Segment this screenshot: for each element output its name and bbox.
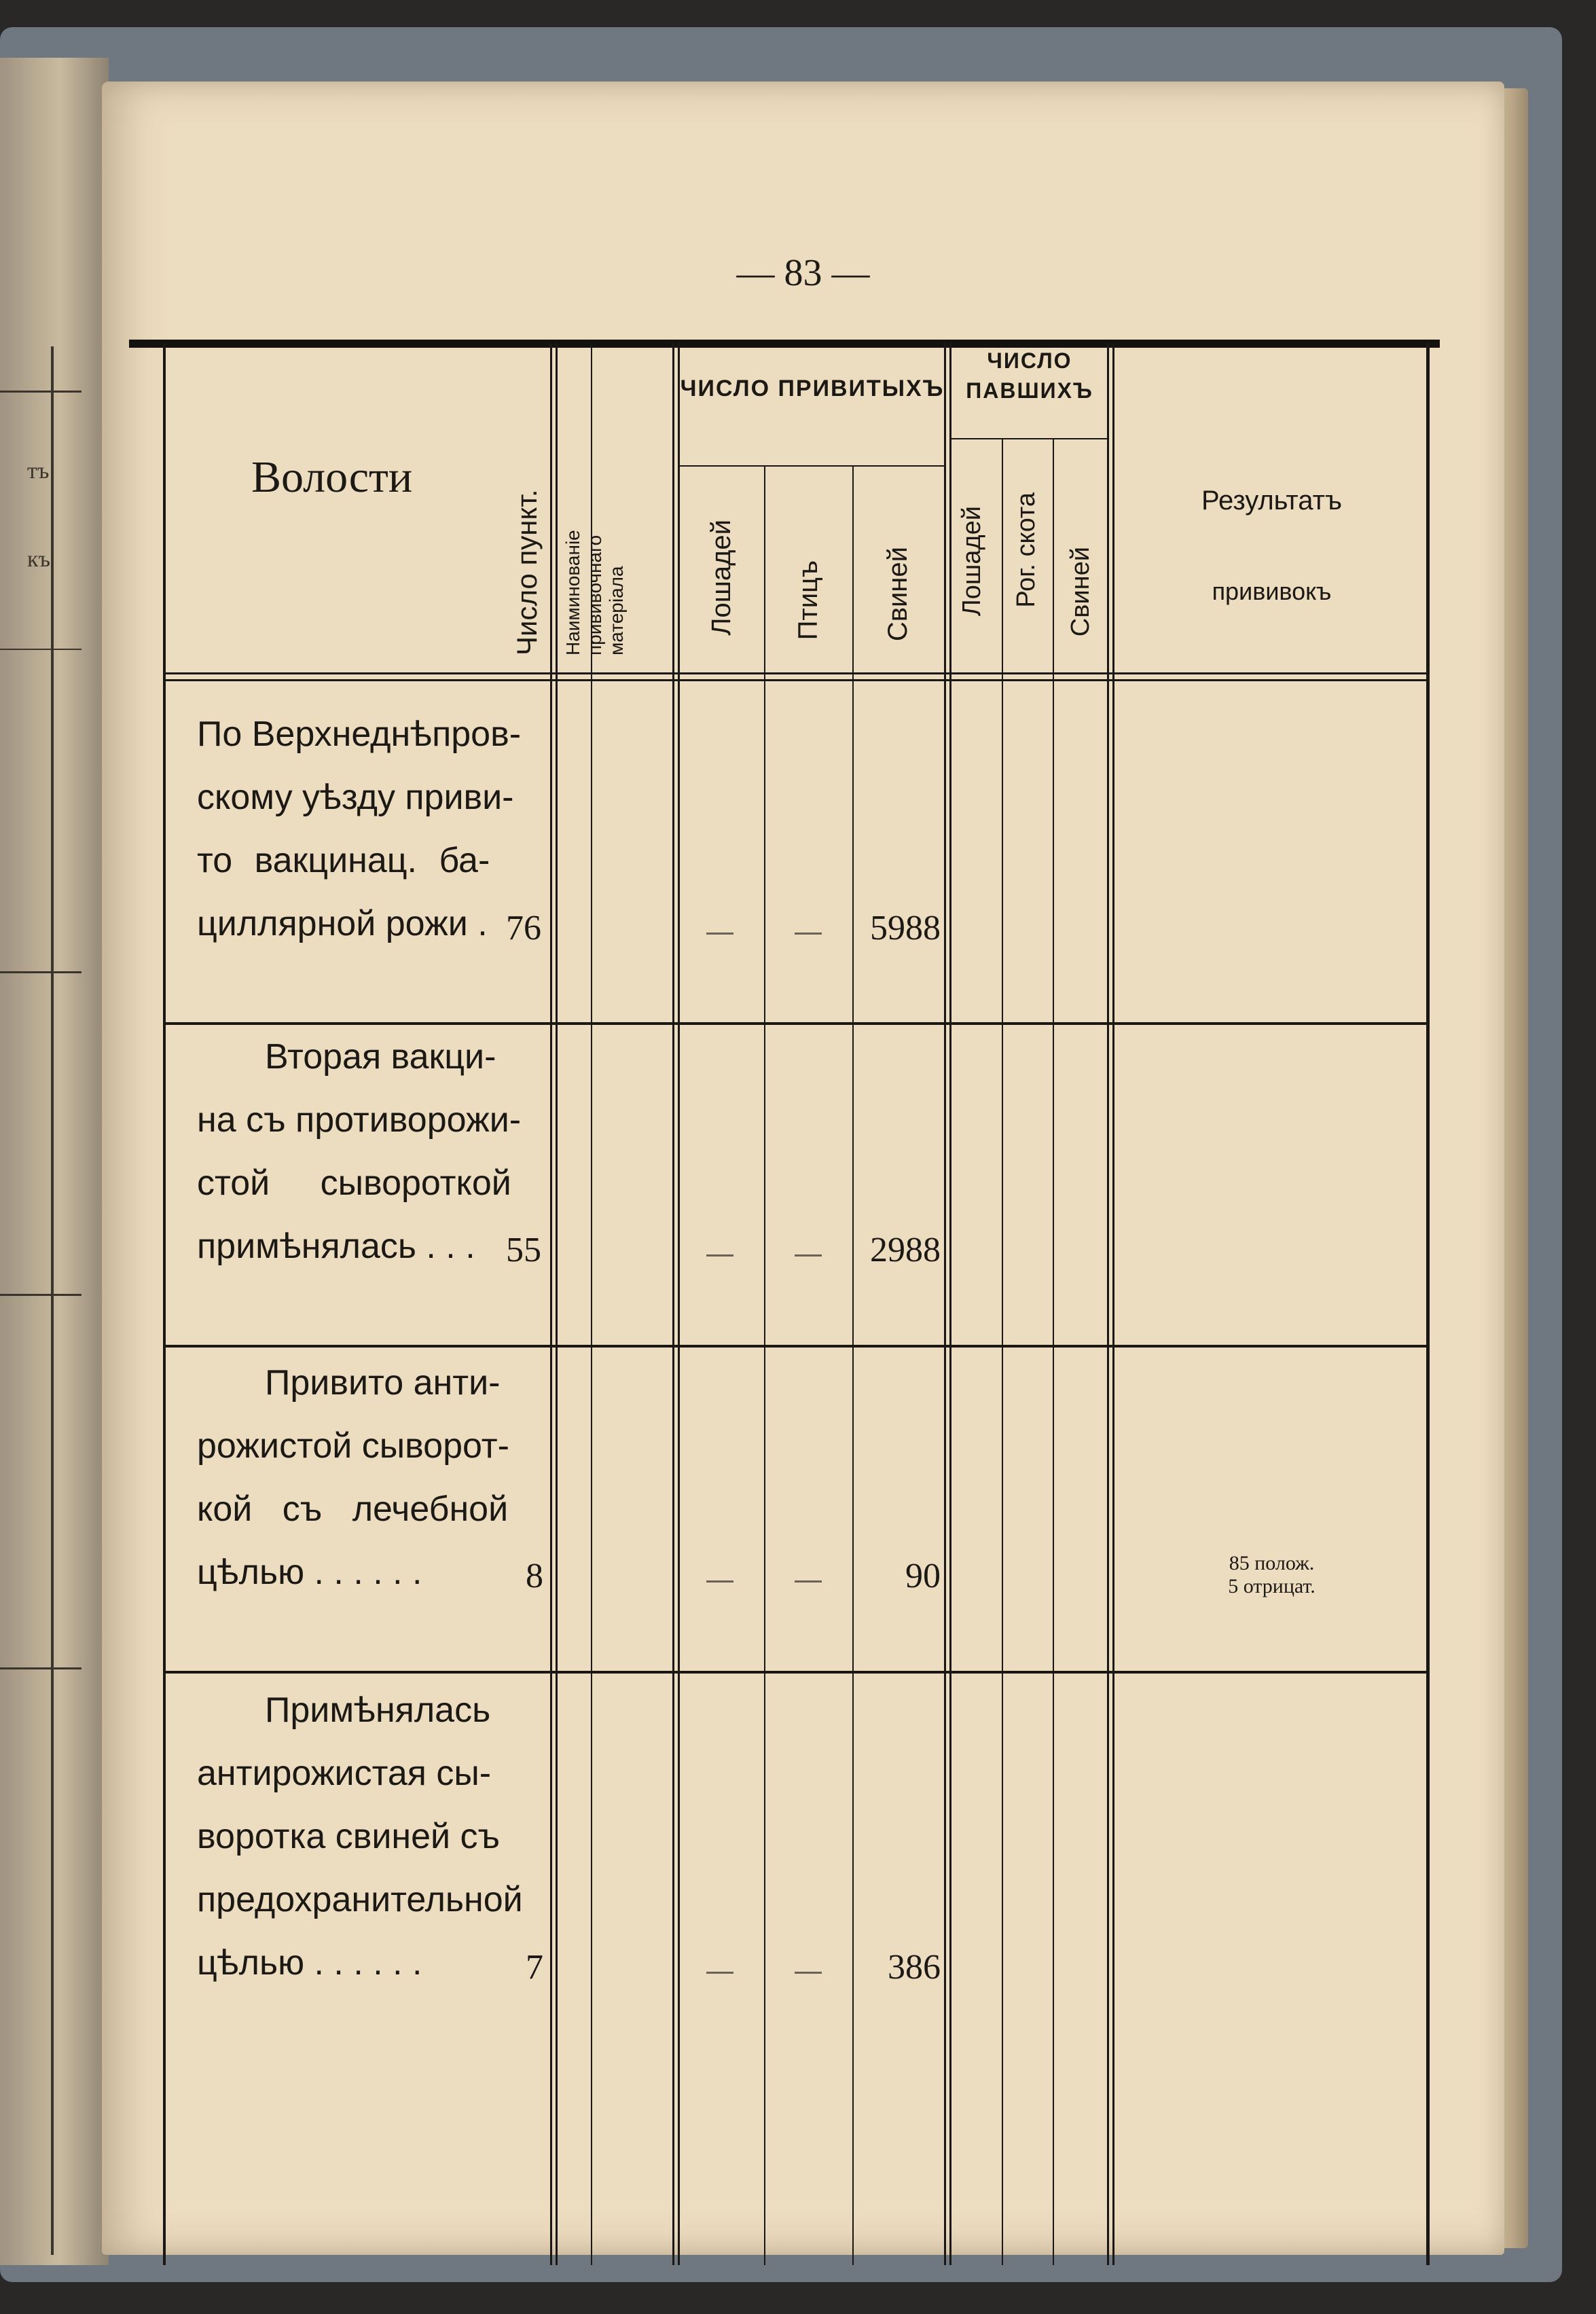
vaccination-table: [163, 343, 1433, 2279]
col-sep: [556, 343, 558, 2265]
header-result-2: прививокъ: [1212, 577, 1332, 605]
col-sep: [1053, 438, 1054, 2265]
col-sep: [550, 343, 552, 2265]
header-svinei: Свиней: [883, 547, 913, 642]
row-svinei: 386: [888, 1948, 941, 1987]
col-sep: [852, 465, 854, 2265]
row-svinei: 2988: [870, 1231, 941, 1269]
row-label-line: цѣлью . . . . . .: [197, 1553, 422, 1592]
row-result-line: 85 полож.: [1229, 1552, 1315, 1574]
col-sep: [944, 343, 946, 2265]
row-label-line: Примѣнялась: [265, 1691, 491, 1730]
row-label-line: стой сывороткой: [197, 1163, 511, 1203]
row-separator: [163, 1345, 1430, 1348]
empty-dash: [795, 1254, 822, 1257]
header-bottom-rule: [163, 679, 1430, 681]
left-page-edge: [0, 58, 109, 2265]
left-page-rule: [0, 391, 81, 393]
header-group-privitykh: ЧИСЛО ПРИВИТЫХЪ: [680, 376, 945, 401]
row-punkt: 55: [506, 1231, 541, 1269]
header-volosti: Волости: [251, 452, 413, 502]
header-result-1: Результатъ: [1201, 486, 1342, 516]
empty-dash: [706, 933, 733, 935]
row-result-line: 5 отрицат.: [1228, 1575, 1316, 1597]
col-sep: [1112, 343, 1114, 2265]
row-label-line: примѣнялась . . .: [197, 1227, 475, 1266]
empty-dash: [706, 1254, 733, 1257]
row-label-line: Вторая вакци-: [265, 1037, 496, 1077]
header-material-3: матеріала: [606, 566, 627, 655]
left-page-fragment: тъ: [27, 458, 50, 484]
header-group-pavshikh-2: ПАВШИХЪ: [966, 378, 1093, 403]
table-right-border: [1426, 343, 1430, 2265]
left-page-rule: [0, 649, 81, 650]
col-sep: [672, 343, 674, 2265]
header-loshadei: Лошадей: [706, 520, 736, 636]
col-sep: [678, 343, 680, 2265]
col-sep: [764, 465, 765, 2265]
row-label-line: предохранительной: [197, 1880, 523, 1919]
row-label-line: антирожистая сы-: [197, 1754, 492, 1793]
row-label-line: Привито анти-: [265, 1363, 501, 1403]
row-punkt: 7: [526, 1948, 543, 1987]
row-label-line: цѣлью . . . . . .: [197, 1943, 422, 1983]
left-page-rule: [51, 346, 54, 2255]
left-page-rule: [0, 1667, 81, 1669]
empty-dash: [706, 1972, 733, 1974]
header-material-1: Наиминованіе: [562, 530, 583, 655]
col-sep: [1002, 438, 1003, 2265]
row-label-line: воротка свиней съ: [197, 1817, 501, 1856]
row-label-line: рожистой сыворот-: [197, 1426, 509, 1466]
row-separator: [163, 1022, 1430, 1025]
row-svinei: 5988: [870, 909, 941, 947]
empty-dash: [795, 1972, 822, 1974]
row-punkt: 76: [506, 909, 541, 947]
header-chislo-punkt: Число пункт.: [511, 489, 543, 655]
row-punkt: 8: [526, 1557, 543, 1595]
page-number: — 83 —: [736, 252, 870, 294]
group-underline: [679, 465, 945, 467]
row-label-line: скому уѣзду приви-: [197, 778, 514, 817]
header-rog-skota: Рог. скота: [1012, 492, 1040, 608]
row-label-line: на съ противорожи-: [197, 1100, 522, 1140]
header-bottom-rule: [163, 672, 1430, 674]
empty-dash: [795, 933, 822, 935]
header-group-pavshikh-1: ЧИСЛО: [987, 348, 1072, 373]
book-page: [102, 82, 1504, 2255]
header-ptits: Птицъ: [793, 560, 823, 640]
left-page-rule: [0, 1294, 81, 1296]
empty-dash: [795, 1580, 822, 1583]
col-sep: [949, 343, 951, 2265]
empty-dash: [706, 1580, 733, 1583]
left-page-fragment: къ: [27, 547, 51, 572]
group-underline: [951, 438, 1108, 439]
left-page-rule: [0, 971, 81, 973]
header-material-2: прививочнаго: [584, 535, 605, 655]
row-label-line: то вакцинац. ба-: [197, 841, 490, 880]
row-svinei: 90: [905, 1557, 941, 1595]
header-svinei-pavsh: Свиней: [1066, 547, 1095, 637]
header-loshadei-pavsh: Лошадей: [958, 506, 986, 617]
col-sep: [1107, 343, 1109, 2265]
row-label-line: По Верхнеднѣпров-: [197, 715, 522, 754]
table-left-border: [163, 343, 166, 2265]
row-separator: [163, 1671, 1430, 1674]
row-label-line: циллярной рожи .: [197, 904, 488, 943]
row-label-line: кой съ лечебной: [197, 1489, 509, 1529]
